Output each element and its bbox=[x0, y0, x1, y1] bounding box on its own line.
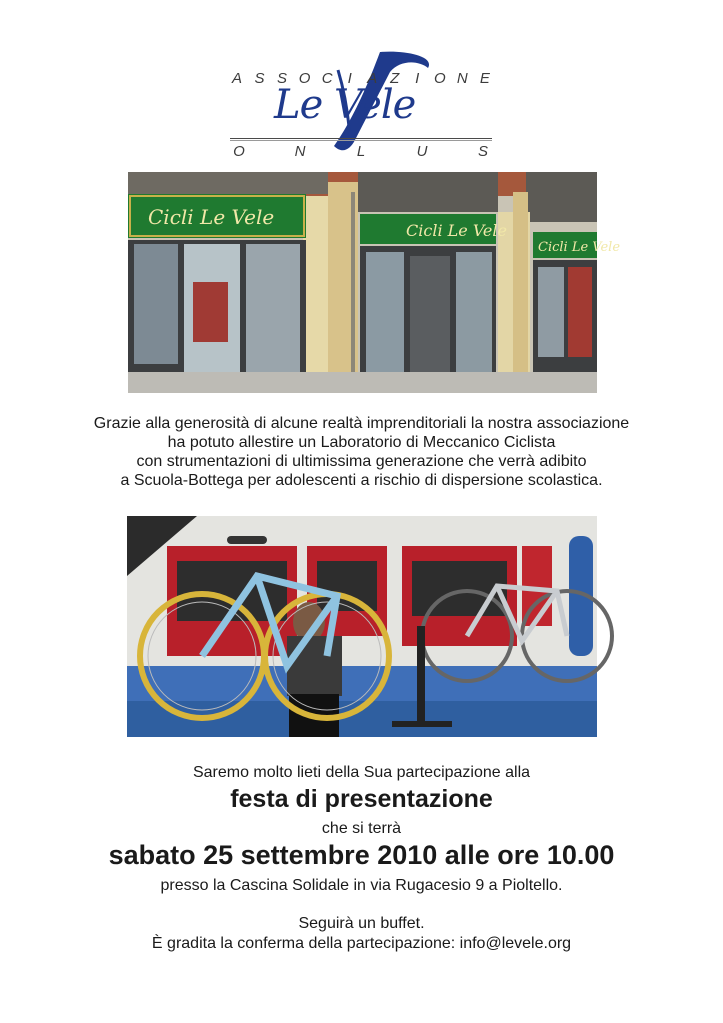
invitation-lead: Saremo molto lieti della Sua partecipazione alla bbox=[192, 764, 531, 781]
intro-line: con strumentazioni di ultimissima generazione che verrà adibito bbox=[136, 453, 587, 470]
event-location: presso la Cascina Solidale in via Rugacesio 9 a Pioltello. bbox=[160, 877, 563, 894]
sign-text-1: Cicli Le Vele bbox=[148, 205, 275, 229]
intro-line: Grazie alla generosità di alcune realtà imprenditoriali la nostra associazione bbox=[93, 415, 630, 432]
workshop-photo bbox=[127, 516, 597, 737]
event-name: festa di presentazione bbox=[230, 785, 493, 813]
invitation-connector: che si terrà bbox=[321, 820, 402, 837]
shop-front-photo bbox=[128, 172, 621, 393]
sign-text-3: Cicli Le Vele bbox=[538, 240, 621, 255]
sign-text-2: Cicli Le Vele bbox=[406, 221, 507, 240]
intro-line: ha potuto allestire un Laboratorio di Meccanico Ciclista bbox=[167, 434, 556, 451]
buffet-note: Seguirà un buffet. bbox=[298, 915, 425, 932]
association-logo bbox=[230, 50, 492, 165]
logo-bottom-letters: O N L U S bbox=[233, 143, 488, 160]
logo-script-name: Le Vele bbox=[274, 82, 416, 128]
event-date-time: sabato 25 settembre 2010 alle ore 10.00 bbox=[108, 840, 615, 870]
logo-top-letters: A S S O C I A Z I O N E bbox=[231, 70, 490, 87]
rsvp-note: È gradita la conferma della partecipazione: info@levele.org bbox=[151, 935, 572, 952]
intro-paragraph bbox=[20, 414, 703, 490]
intro-line: a Scuola-Bottega per adolescenti a rischio di dispersione scolastica. bbox=[120, 472, 603, 489]
